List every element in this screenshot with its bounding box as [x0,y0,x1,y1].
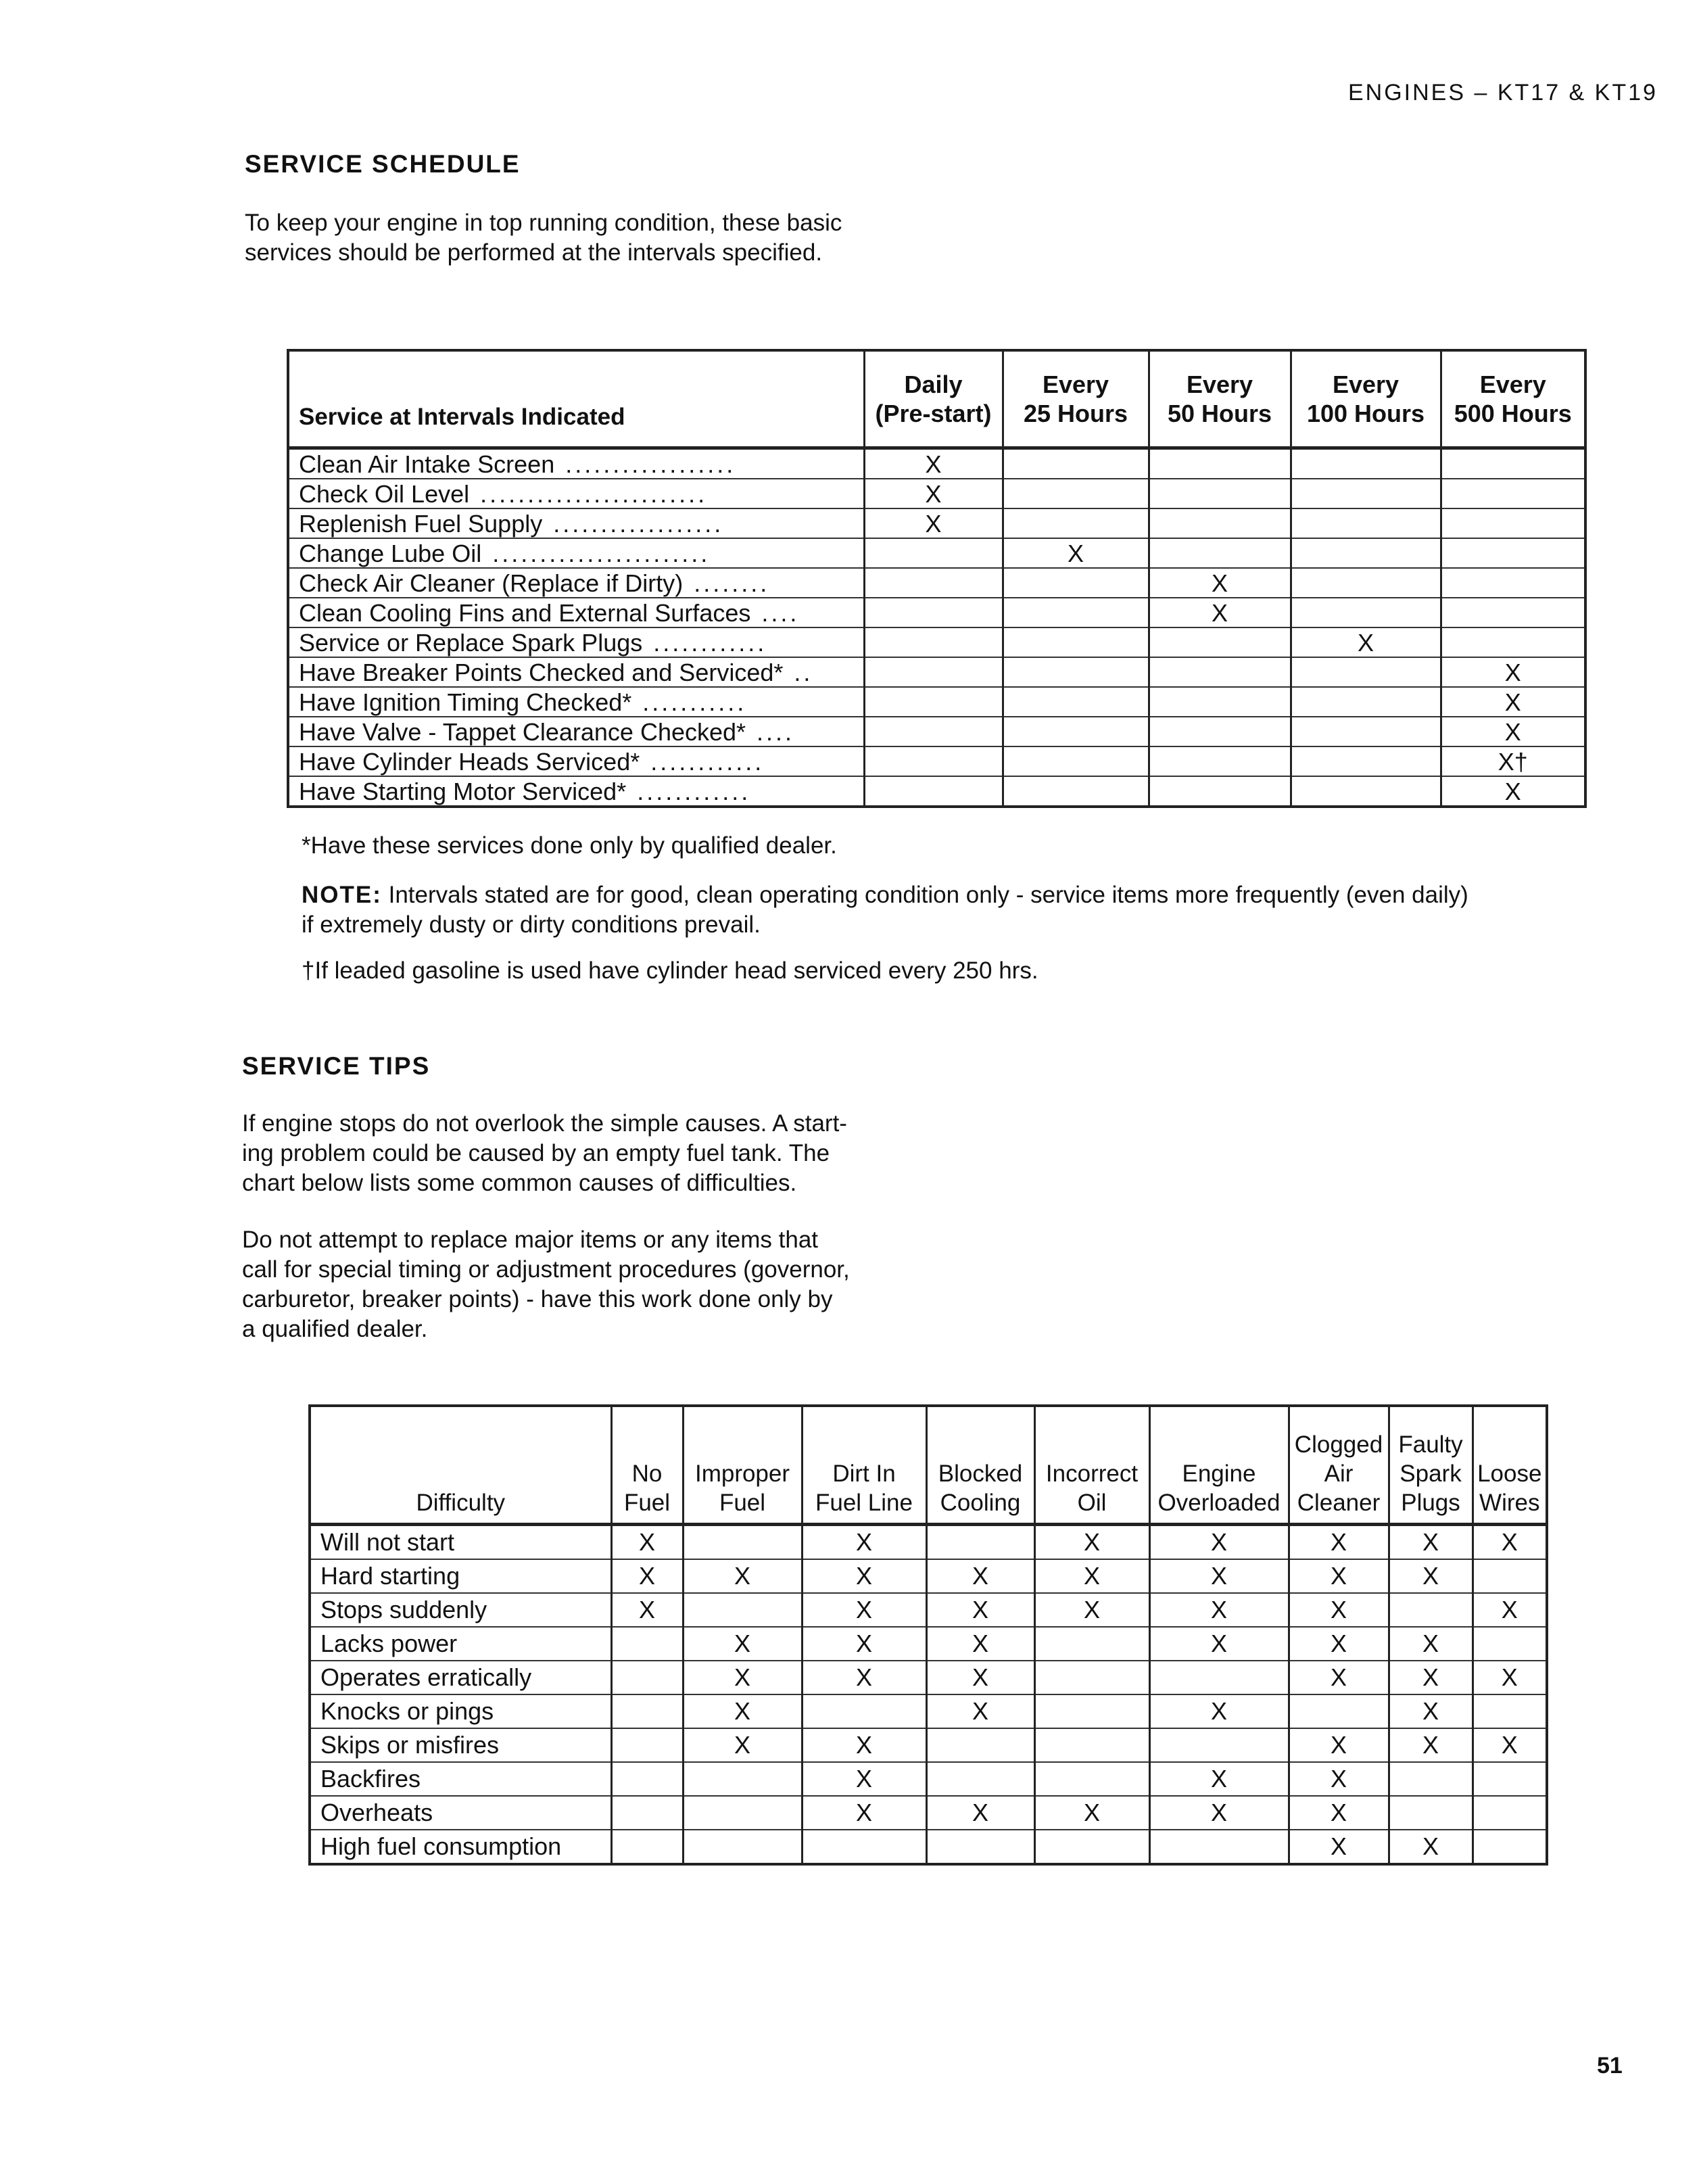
mark-cell [1441,627,1585,657]
difficulty-row [310,1728,1547,1762]
mark-cell [926,1728,1034,1762]
difficulty-row [310,1694,1547,1728]
mark-cell: X [683,1728,802,1762]
difficulty-column-header: Blocked Cooling [926,1406,1034,1525]
mark-cell: X [864,448,1003,479]
mark-cell: X [802,1593,926,1627]
mark-cell [1149,776,1291,807]
mark-cell: X [1289,1762,1389,1796]
mark-cell [1389,1762,1473,1796]
mark-cell [1441,538,1585,568]
mark-cell: X [802,1559,926,1593]
mark-cell: X [683,1559,802,1593]
mark-cell [1149,479,1291,508]
mark-cell: X [1389,1559,1473,1593]
schedule-header-row [288,350,1585,448]
mark-cell: X [1149,1593,1289,1627]
mark-cell [611,1830,683,1864]
schedule-column-header: Every 25 Hours [1003,350,1149,448]
mark-cell [1473,1559,1547,1593]
mark-cell: X [926,1627,1034,1661]
mark-cell [1034,1762,1149,1796]
mark-cell: X [1034,1525,1149,1560]
mark-cell: X [926,1661,1034,1694]
mark-cell: X [683,1627,802,1661]
mark-cell: X [802,1525,926,1560]
tips-line: call for special timing or adjustment procedures (governor, [242,1256,850,1283]
mark-cell: X [1149,1796,1289,1830]
mark-cell: X [1289,1525,1389,1560]
schedule-row [288,508,1585,538]
mark-cell [1291,776,1441,807]
row-label: Check Air Cleaner (Replace if Dirty) ........ [288,568,864,598]
note-text: if extremely dusty or dirty conditions prevail. [302,911,761,938]
mark-cell [1441,479,1585,508]
row-label: Stops suddenly [310,1593,611,1627]
mark-cell [683,1525,802,1560]
difficulty-row [310,1593,1547,1627]
mark-cell [1149,538,1291,568]
mark-cell: X [1441,717,1585,746]
mark-cell [1473,1762,1547,1796]
schedule-row [288,568,1585,598]
mark-cell: X [1149,568,1291,598]
tips-line: a qualified dealer. [242,1316,428,1342]
mark-cell [683,1593,802,1627]
mark-cell: X [1389,1694,1473,1728]
mark-cell [1034,1830,1149,1864]
mark-cell [1291,598,1441,627]
mark-cell: X [1034,1593,1149,1627]
tips-line: ing problem could be caused by an empty fuel tank. The [242,1140,830,1166]
row-label: Operates erratically [310,1661,611,1694]
difficulty-row [310,1796,1547,1830]
mark-cell: X [802,1796,926,1830]
mark-cell [611,1661,683,1694]
mark-cell: X [1473,1593,1547,1627]
tips-line: Do not attempt to replace major items or any items that [242,1227,819,1253]
mark-cell: X [1291,627,1441,657]
mark-cell [1291,657,1441,687]
mark-cell [1034,1694,1149,1728]
schedule-row [288,776,1585,807]
row-label: Have Valve - Tappet Clearance Checked* .... [288,717,864,746]
running-header: ENGINES – KT17 & KT19 [1348,80,1658,105]
mark-cell: X [1441,657,1585,687]
difficulty-row [310,1661,1547,1694]
difficulty-header-row [310,1406,1547,1525]
mark-cell [1149,1830,1289,1864]
mark-cell [864,657,1003,687]
mark-cell [683,1762,802,1796]
mark-cell [1149,687,1291,717]
difficulty-column-header: Faulty Spark Plugs [1389,1406,1473,1525]
schedule-column-header: Daily (Pre-start) [864,350,1003,448]
schedule-column-header: Every 50 Hours [1149,350,1291,448]
mark-cell: X [864,508,1003,538]
page-number: 51 [1597,2053,1623,2079]
difficulty-column-header: Clogged Air Cleaner [1289,1406,1389,1525]
mark-cell: X [1149,598,1291,627]
mark-cell [1473,1830,1547,1864]
mark-cell [1003,598,1149,627]
mark-cell [1003,448,1149,479]
row-label: Have Starting Motor Serviced* ............ [288,776,864,807]
mark-cell [1034,1661,1149,1694]
mark-cell [1149,717,1291,746]
mark-cell [683,1830,802,1864]
mark-cell: X [1473,1525,1547,1560]
row-label: Skips or misfires [310,1728,611,1762]
mark-cell [864,717,1003,746]
mark-cell: X [611,1525,683,1560]
mark-cell [1389,1593,1473,1627]
mark-cell [1441,508,1585,538]
row-label: Hard starting [310,1559,611,1593]
mark-cell [1291,746,1441,776]
mark-cell [1291,687,1441,717]
mark-cell [611,1796,683,1830]
schedule-column-header: Every 500 Hours [1441,350,1585,448]
mark-cell [864,538,1003,568]
service-tips-title: SERVICE TIPS [242,1052,431,1080]
row-label: Change Lube Oil ....................... [288,538,864,568]
mark-cell: X [1389,1830,1473,1864]
difficulty-column-header: Engine Overloaded [1149,1406,1289,1525]
mark-cell [802,1694,926,1728]
difficulty-row [310,1762,1547,1796]
mark-cell [1003,479,1149,508]
service-schedule-table [287,349,1587,808]
mark-cell: X [1289,1627,1389,1661]
mark-cell: X [1149,1525,1289,1560]
mark-cell: X [611,1559,683,1593]
schedule-column-header: Every 100 Hours [1291,350,1441,448]
row-label: Have Cylinder Heads Serviced* ............ [288,746,864,776]
row-label: Clean Air Intake Screen .................. [288,448,864,479]
mark-cell [1289,1694,1389,1728]
mark-cell: X [1389,1627,1473,1661]
mark-cell: X [1441,687,1585,717]
mark-cell: X [1389,1661,1473,1694]
mark-cell: X [1389,1728,1473,1762]
mark-cell [926,1525,1034,1560]
intro-line: To keep your engine in top running condition, these basic [245,210,842,236]
mark-cell [1003,657,1149,687]
row-label: Backfires [310,1762,611,1796]
mark-cell: X [1149,1694,1289,1728]
mark-cell: X [611,1593,683,1627]
mark-cell [926,1762,1034,1796]
mark-cell [1034,1627,1149,1661]
row-label: Overheats [310,1796,611,1830]
mark-cell: X [683,1694,802,1728]
mark-cell: X [1149,1762,1289,1796]
mark-cell [1473,1627,1547,1661]
mark-cell [1473,1796,1547,1830]
difficulty-column-header: Loose Wires [1473,1406,1547,1525]
mark-cell: X [1034,1559,1149,1593]
note-paragraph [302,880,1586,940]
mark-cell: X [1289,1661,1389,1694]
dealer-footnote: *Have these services done only by qualified dealer. [302,832,837,859]
service-schedule-title: SERVICE SCHEDULE [245,150,521,178]
schedule-row [288,448,1585,479]
mark-cell [864,746,1003,776]
mark-cell [1149,1728,1289,1762]
mark-cell: X [1473,1728,1547,1762]
mark-cell [864,776,1003,807]
mark-cell [1149,1661,1289,1694]
mark-cell: X [1289,1559,1389,1593]
difficulty-column-header: Incorrect Oil [1034,1406,1149,1525]
difficulty-column-header: Improper Fuel [683,1406,802,1525]
difficulty-row [310,1830,1547,1864]
mark-cell [1149,448,1291,479]
difficulty-column-header: No Fuel [611,1406,683,1525]
mark-cell [864,627,1003,657]
mark-cell [1389,1796,1473,1830]
mark-cell [1291,717,1441,746]
mark-cell [1149,627,1291,657]
schedule-row [288,538,1585,568]
mark-cell [1003,717,1149,746]
mark-cell: X [1289,1593,1389,1627]
row-label: Clean Cooling Fins and External Surfaces .... [288,598,864,627]
mark-cell [1473,1694,1547,1728]
mark-cell [926,1830,1034,1864]
mark-cell: X [926,1593,1034,1627]
mark-cell [1003,508,1149,538]
mark-cell [1149,746,1291,776]
mark-cell [1003,627,1149,657]
mark-cell: X [1289,1728,1389,1762]
mark-cell: X [802,1728,926,1762]
mark-cell [611,1728,683,1762]
mark-cell [802,1830,926,1864]
schedule-row [288,687,1585,717]
mark-cell: X [926,1559,1034,1593]
tips-line: carburetor, breaker points) - have this work done only by [242,1286,833,1312]
schedule-row [288,627,1585,657]
schedule-row [288,657,1585,687]
schedule-row [288,717,1585,746]
mark-cell: X [1003,538,1149,568]
mark-cell [1003,776,1149,807]
mark-cell: X [926,1796,1034,1830]
mark-cell: X [1289,1796,1389,1830]
intro-line: services should be performed at the intervals specified. [245,239,823,266]
difficulty-column-header: Dirt In Fuel Line [802,1406,926,1525]
mark-cell: X [802,1627,926,1661]
difficulty-row [310,1525,1547,1560]
mark-cell [1003,746,1149,776]
mark-cell: X [1149,1627,1289,1661]
mark-cell: X [802,1661,926,1694]
row-label: Service or Replace Spark Plugs ............ [288,627,864,657]
schedule-label-header: Service at Intervals Indicated [288,350,864,448]
tips-line: If engine stops do not overlook the simple causes. A start- [242,1110,847,1137]
mark-cell [1291,568,1441,598]
mark-cell: X [926,1694,1034,1728]
mark-cell [1291,508,1441,538]
service-schedule-intro [245,208,842,268]
row-label: High fuel consumption [310,1830,611,1864]
difficulty-row [310,1627,1547,1661]
schedule-row [288,746,1585,776]
mark-cell [1003,687,1149,717]
mark-cell [611,1694,683,1728]
mark-cell [1003,568,1149,598]
mark-cell [1034,1728,1149,1762]
mark-cell [1441,568,1585,598]
mark-cell [864,568,1003,598]
service-tips-para2 [242,1225,918,1344]
mark-cell [611,1627,683,1661]
mark-cell [1291,479,1441,508]
note-text: Intervals stated are for good, clean operating condition only - service items more frequently (even daily) [381,882,1468,908]
mark-cell [1441,448,1585,479]
row-label: Check Oil Level ........................ [288,479,864,508]
row-label: Have Breaker Points Checked and Serviced* .. [288,657,864,687]
tips-line: chart below lists some common causes of difficulties. [242,1170,797,1196]
mark-cell: X† [1441,746,1585,776]
mark-cell: X [802,1762,926,1796]
schedule-row [288,598,1585,627]
mark-cell [864,598,1003,627]
service-tips-para1 [242,1109,918,1198]
note-label: NOTE: [302,882,382,908]
mark-cell [611,1762,683,1796]
mark-cell: X [1149,1559,1289,1593]
mark-cell [1291,538,1441,568]
difficulty-label-header: Difficulty [310,1406,611,1525]
row-label: Have Ignition Timing Checked* ........... [288,687,864,717]
mark-cell: X [1441,776,1585,807]
mark-cell: X [1473,1661,1547,1694]
difficulty-row [310,1559,1547,1593]
schedule-row [288,479,1585,508]
mark-cell: X [1389,1525,1473,1560]
mark-cell: X [683,1661,802,1694]
mark-cell [1441,598,1585,627]
mark-cell: X [1034,1796,1149,1830]
mark-cell: X [1289,1830,1389,1864]
row-label: Replenish Fuel Supply .................. [288,508,864,538]
row-label: Knocks or pings [310,1694,611,1728]
mark-cell [1291,448,1441,479]
leaded-footnote: †If leaded gasoline is used have cylinder head serviced every 250 hrs. [302,957,1038,984]
mark-cell: X [864,479,1003,508]
mark-cell [864,687,1003,717]
mark-cell [683,1796,802,1830]
mark-cell [1149,657,1291,687]
difficulty-table [308,1404,1548,1866]
mark-cell [1149,508,1291,538]
row-label: Will not start [310,1525,611,1560]
row-label: Lacks power [310,1627,611,1661]
